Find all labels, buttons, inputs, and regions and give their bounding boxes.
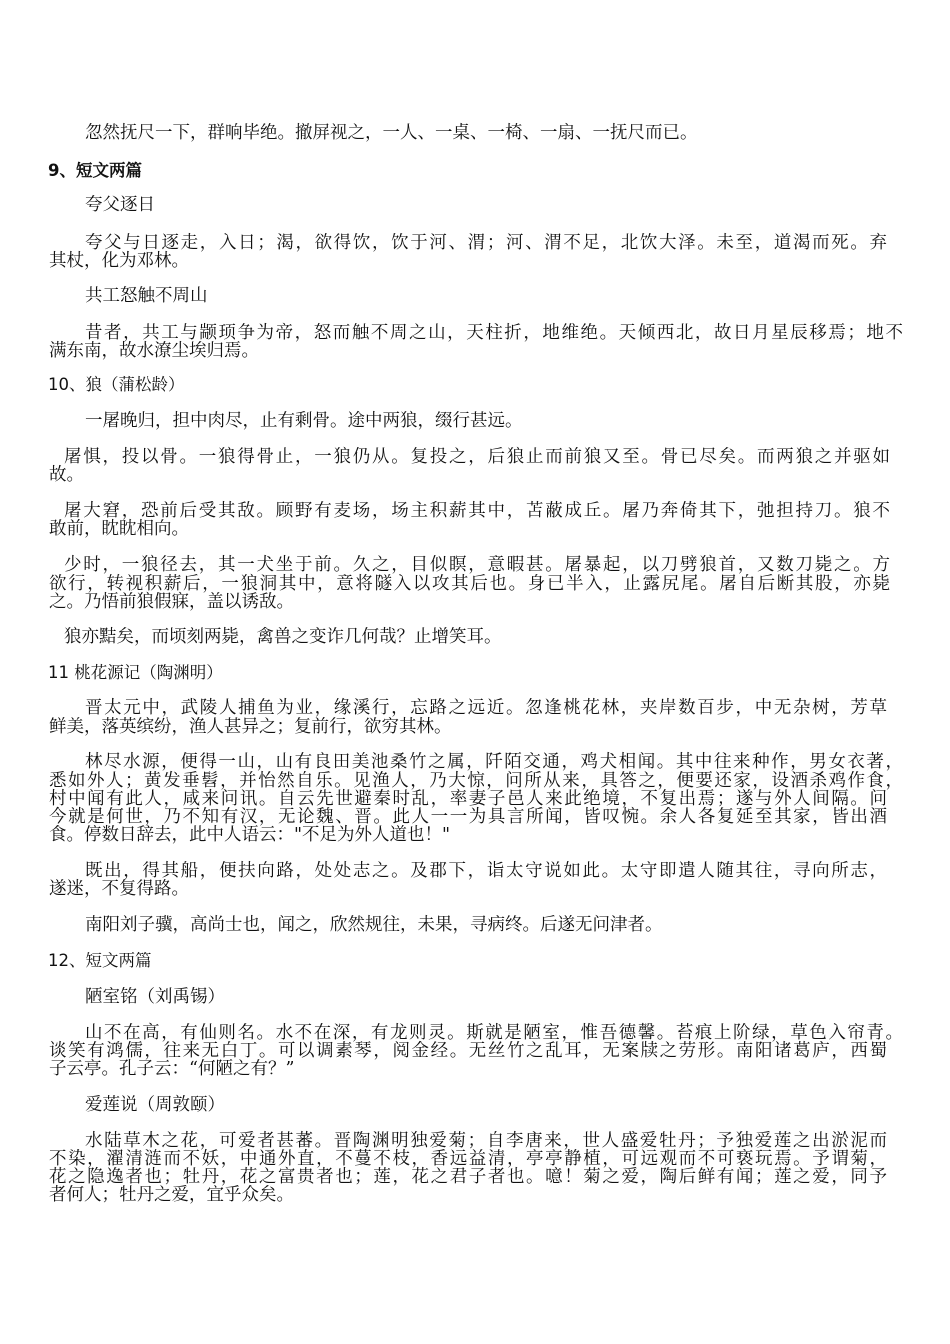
paragraph-line: 村中闻有此人，咸来问讯。自云先世避秦时乱，率妻子邑人来此绝境，不复出焉；遂与外人间隔。问 xyxy=(49,789,887,809)
paragraph-line: 子云亭。孔子云：“何陋之有？” xyxy=(49,1059,295,1079)
section-heading-9: 9、短文两篇 xyxy=(48,161,142,180)
paragraph-line: 一屠晚归，担中肉尽，止有剩骨。途中两狼，缀行甚远。 xyxy=(85,411,523,431)
paragraph-line: 鲜美，落英缤纷，渔人甚异之；复前行，欲穷其林。 xyxy=(49,717,452,737)
paragraph-line: 悉如外人；黄发垂髫，并怡然自乐。见渔人，乃大惊，问所从来，具答之，便要还家，设酒杀鸡作食， xyxy=(49,771,903,791)
paragraph-line: 敢前，眈眈相向。 xyxy=(49,519,189,539)
paragraph-line: 满东南，故水潦尘埃归焉。 xyxy=(49,341,259,361)
paragraph-line: 屠大窘，恐前后受其敌。顾野有麦场，场主积薪其中，苫蔽成丘。屠乃奔倚其下，弛担持刀。狼不 xyxy=(64,501,890,521)
section-heading-10: 10、狼（蒲松龄） xyxy=(48,375,185,394)
section-heading-11: 11 桃花源记（陶渊明） xyxy=(48,663,223,682)
paragraph-line: 之。乃悟前狼假寐，盖以诱敌。 xyxy=(49,592,294,612)
paragraph-line: 欲行，转视积薪后，一狼洞其中，意将隧入以攻其后也。身已半入，止露尻尾。屠自后断其股，亦毙 xyxy=(49,574,890,594)
subtitle-gonggong: 共工怒触不周山 xyxy=(85,286,208,306)
subtitle-kuafu: 夸父逐日 xyxy=(85,195,155,215)
paragraph-line: 食。停数日辞去，此中人语云："不足为外人道也！" xyxy=(49,825,451,845)
paragraph-line: 狼亦黠矣，而顷刻两毙，禽兽之变诈几何哉？止增笑耳。 xyxy=(64,627,502,647)
subtitle-ailianshuo: 爱莲说（周敦颐） xyxy=(85,1095,225,1115)
paragraph-line: 屠惧，投以骨。一狼得骨止，一狼仍从。复投之，后狼止而前狼又至。骨已尽矣。而两狼之并驱如 xyxy=(64,447,890,467)
paragraph-line: 者何人；牡丹之爱，宜乎众矣。 xyxy=(49,1185,294,1205)
paragraph-line: 山不在高，有仙则名。水不在深，有龙则灵。斯就是陋室，惟吾德馨。苔痕上阶绿，草色入帘青。 xyxy=(85,1023,903,1043)
paragraph-line: 故。 xyxy=(49,465,84,485)
paragraph-line: 忽然抚尺一下，群响毕绝。撤屏视之，一人、一桌、一椅、一扇、一抚尺而已。 xyxy=(85,123,698,143)
paragraph-line: 林尽水源，便得一山，山有良田美池桑竹之属，阡陌交通，鸡犬相闻。其中往来种作，男女衣著， xyxy=(85,752,903,772)
paragraph-line: 今就是何世，乃不知有汉，无论魏、晋。此人一一为具言所闻，皆叹惋。余人各复延至其家，皆出酒 xyxy=(49,807,887,827)
paragraph-line: 谈笑有鸿儒，往来无白丁。可以调素琴，阅金经。无丝竹之乱耳，无案牍之劳形。南阳诸葛庐，西蜀 xyxy=(49,1041,887,1061)
subtitle-loushiming: 陋室铭（刘禹锡） xyxy=(85,987,225,1007)
paragraph-line: 南阳刘子骥，高尚士也，闻之，欣然规往，未果，寻病终。后遂无问津者。 xyxy=(85,915,663,935)
section-heading-12: 12、短文两篇 xyxy=(48,951,152,970)
paragraph-line: 夸父与日逐走，入日；渴，欲得饮，饮于河、渭；河、渭不足，北饮大泽。未至，道渴而死。弃 xyxy=(85,233,887,253)
paragraph-line: 其杖，化为邓林。 xyxy=(49,251,189,271)
paragraph-line: 昔者，共工与颛顼争为帝，怒而触不周之山，天柱折，地维绝。天倾西北，故日月星辰移焉；地不 xyxy=(85,323,903,343)
paragraph-line: 花之隐逸者也；牡丹，花之富贵者也；莲，花之君子者也。噫！菊之爱，陶后鲜有闻；莲之爱，同予 xyxy=(49,1167,887,1187)
paragraph-line: 遂迷，不复得路。 xyxy=(49,879,189,899)
paragraph-line: 水陆草木之花，可爱者甚蕃。晋陶渊明独爱菊；自李唐来，世人盛爱牡丹；予独爱莲之出淤泥而 xyxy=(85,1131,887,1151)
paragraph-line: 晋太元中，武陵人捕鱼为业，缘溪行，忘路之远近。忽逢桃花林，夹岸数百步，中无杂树，芳草 xyxy=(85,698,887,718)
paragraph-line: 既出，得其船，便扶向路，处处志之。及郡下，诣太守说如此。太守即遣人随其往，寻向所志， xyxy=(85,861,887,881)
paragraph-line: 少时，一狼径去，其一犬坐于前。久之，目似瞑，意暇甚。屠暴起，以刀劈狼首，又数刀毙之。方 xyxy=(64,555,890,575)
paragraph-line: 不染，濯清涟而不妖，中通外直，不蔓不枝，香远益清，亭亭静植，可远观而不可亵玩焉。予谓菊， xyxy=(49,1149,887,1169)
